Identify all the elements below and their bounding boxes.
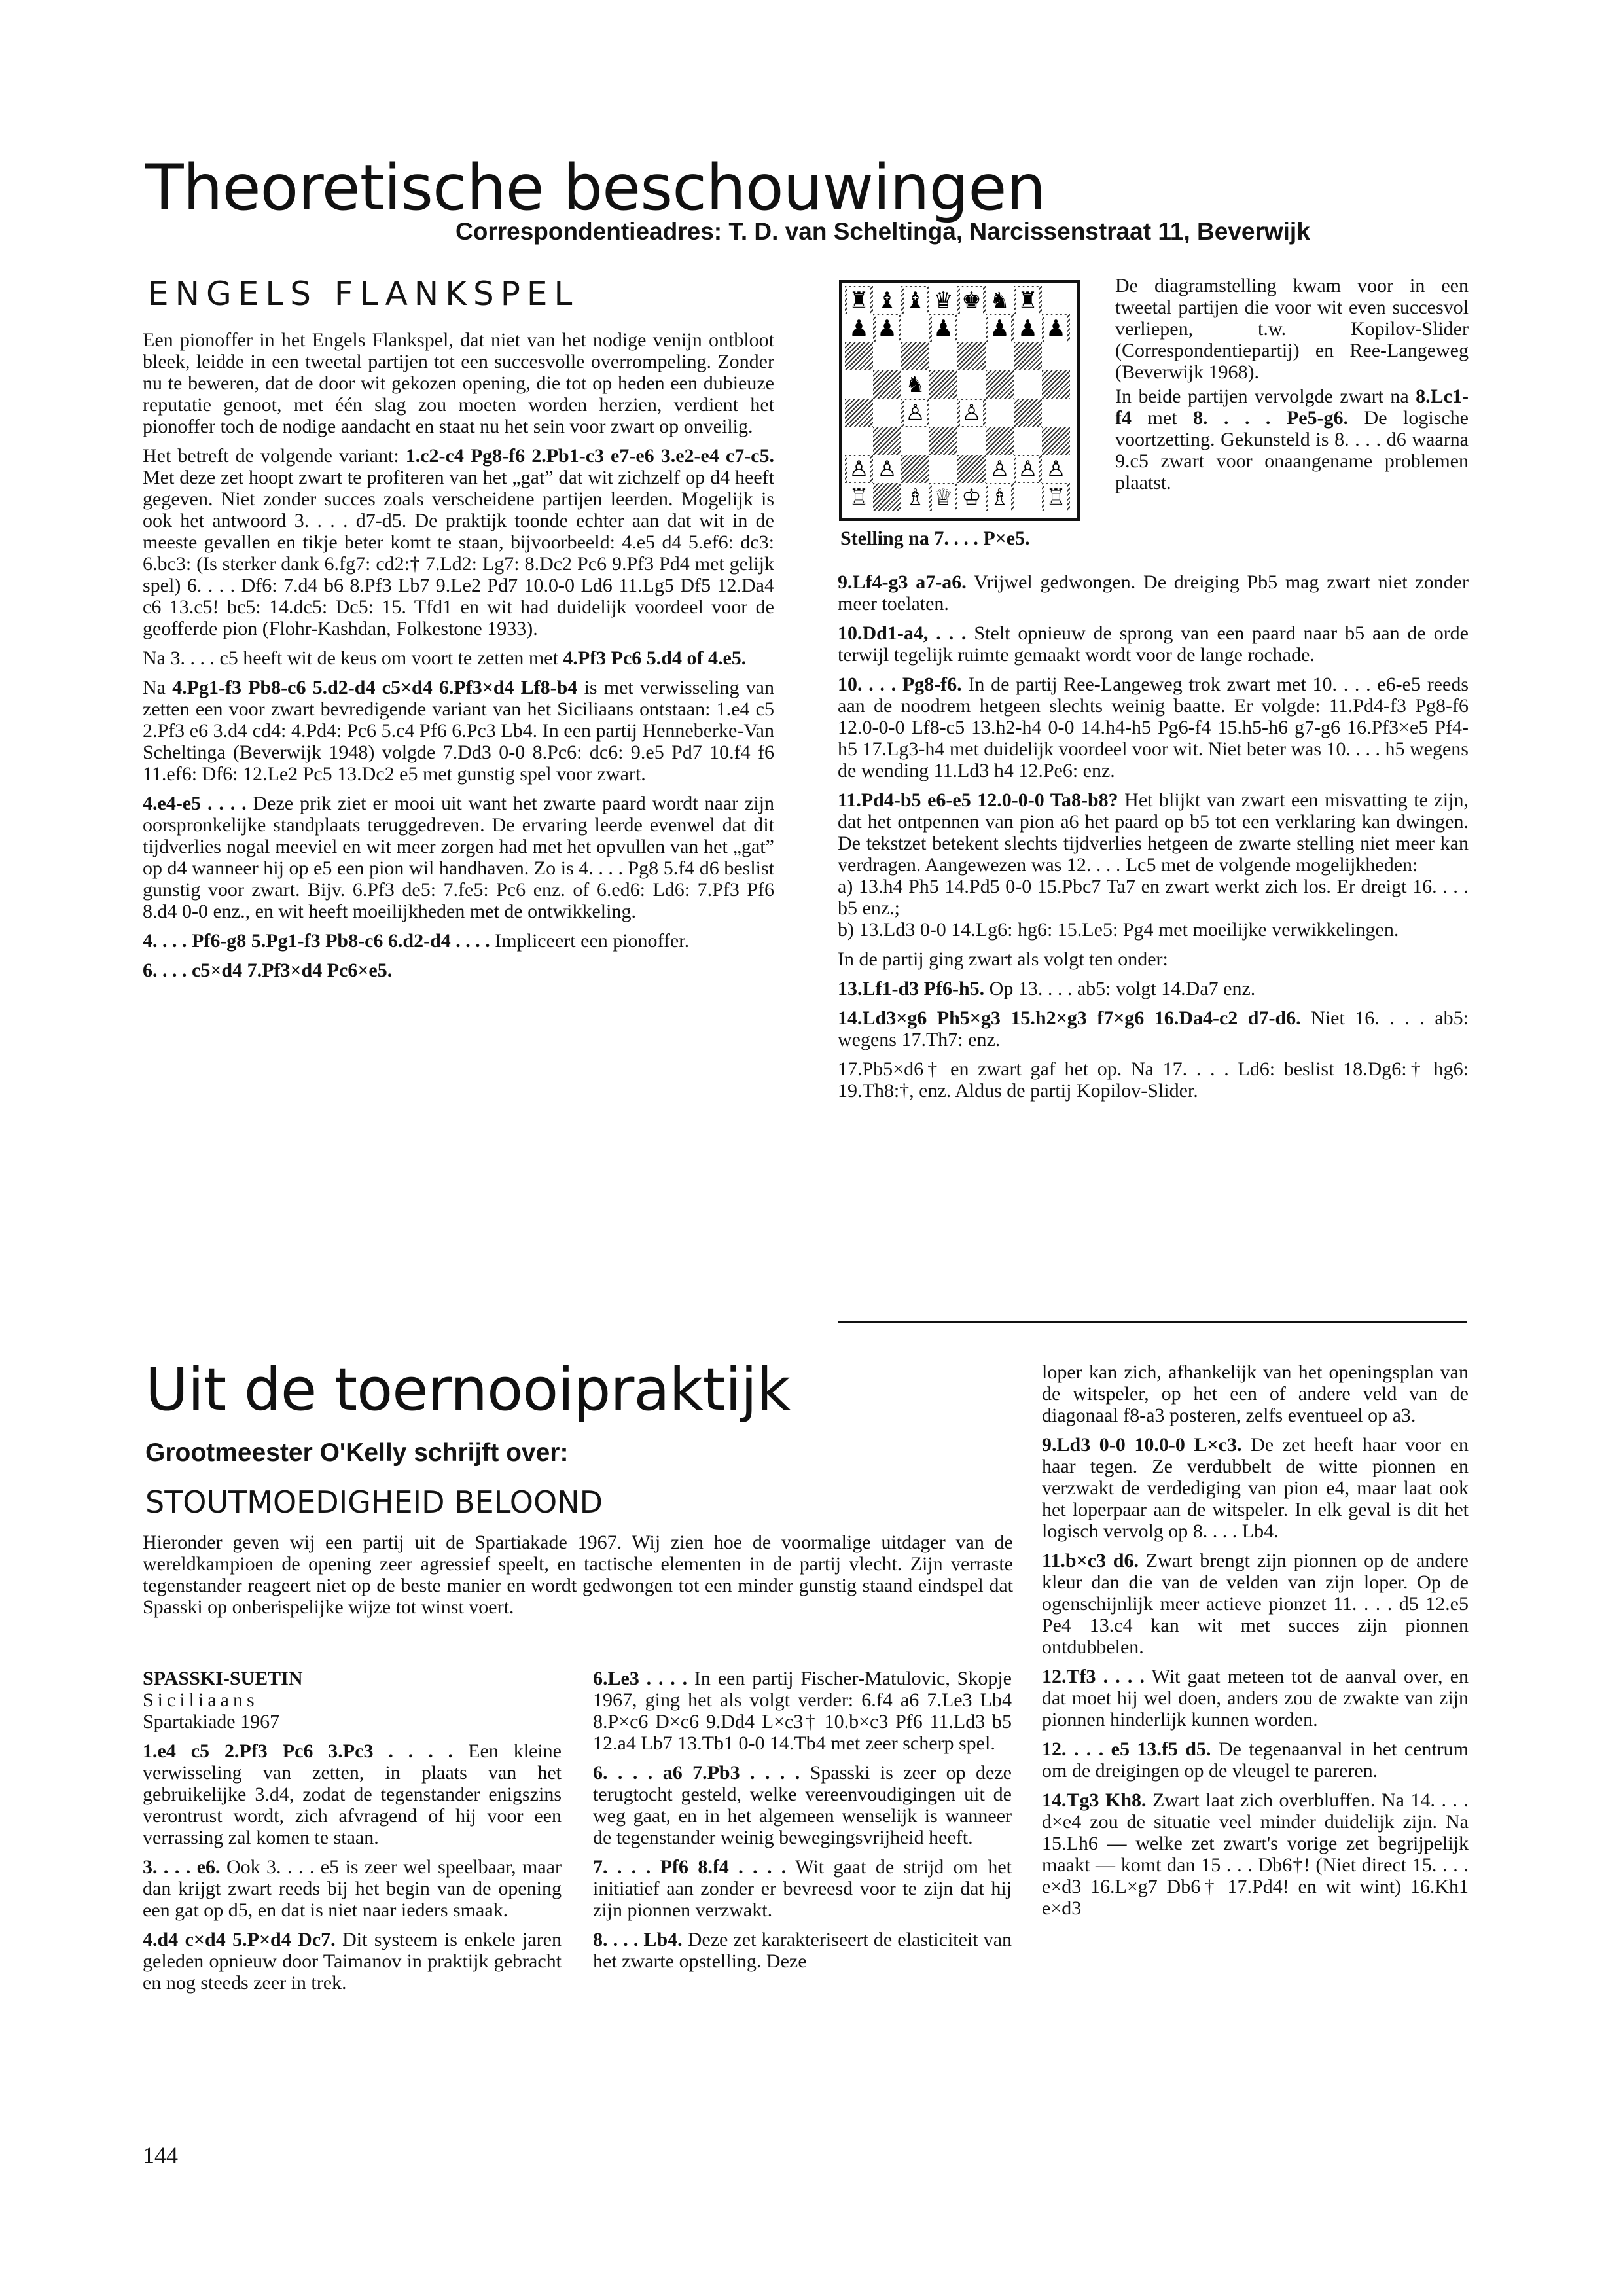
paragraph: De diagramstelling kwam voor in een tweetal partijen die voor wit even succesvol verliepen, t.w. Kopilov-Slider (Correspondentiepartij) en Ree-Langeweg (Beverwijk 1968). — [1115, 275, 1469, 383]
square-e3 — [957, 427, 986, 455]
paragraph: 8. . . . Lb4. Deze zet karakteriseert de elasticiteit van het zwarte opstelling. Deze — [593, 1929, 1012, 1972]
chess-piece-h1: ♖ — [1046, 484, 1066, 511]
square-f2 — [986, 455, 1014, 483]
paragraph: Het betreft de volgende variant: 1.c2-c4 Pg8-f6 2.Pb1-c3 e7-e6 3.e2-e4 c7-c5. Met deze zet hoopt zwart te profiteren van het „gat” dat wit zichzelf op d4 heeft gegeven. Niet zonder succes zoals verscheidene partijen leerden. Mogelijk is ook het antwoord 3. . . . d7-d5. De praktijk toonde echter aan dat wit in de meeste gevallen en tikje beter komt te staan, bijvoorbeeld: 4.e5 d4 5.ef6: dc3: 6.bc3: (Is sterker dank 6.fg7: cd2:† 7.Ld2: Lg7: 8.Dc2 Pc6 9.Pf3 Pd4 met gelijk spel) 6. . . . Df6: 7.d4 b6 8.Pf3 Lb7 9.Le2 Pd7 10.0-0 Ld6 11.Lg5 Df5 12.Da4 c6 13.c5! bc5: 14.dc5: Dc5: 15. Tfd1 en wit had duidelijk voordeel voor de geofferde pion (Flohr-Kashdan, Folkestone 1933). — [143, 445, 774, 639]
chess-piece-h2: ♙ — [1046, 456, 1066, 482]
square-f5 — [986, 370, 1014, 399]
square-b8 — [873, 286, 901, 314]
square-c4 — [901, 399, 929, 427]
paragraph: 10. . . . Pg8-f6. In de partij Ree-Langeweg trok zwart met 10. . . . e6-e5 reeds aan de noodrem hetgeen slechts weinig baatte. Er volgde: 11.Pd4-f3 Pg8-f6 12.0-0-0 Lf8-c5 13.h2-h4 0-0 14.h4-h5 Pg6-f4 15.h5-h6 g7-g6 16.Pf3×e5 Pf4-h5 17.Lg3-h4 met duidelijk voordeel voor wit. Niet beter was 10. . . . h5 wegens de wending 11.Ld3 h4 12.Pe6: enz. — [838, 673, 1469, 781]
diagram-side-text — [1115, 275, 1469, 501]
chess-piece-f1: ♗ — [990, 484, 1010, 511]
square-c3 — [901, 427, 929, 455]
article2-column-1 — [143, 1668, 562, 2001]
paragraph: 6. . . . a6 7.Pb3 . . . . Spasski is zeer op deze terugtocht gesteld, welke vereenvoudigingen uit de weg gaat, en in het algemeen wenselijk is wanneer de tegenstander weinig bewegingsvrijheid heeft. — [593, 1762, 1012, 1848]
square-a1 — [845, 483, 873, 511]
square-h7 — [1042, 314, 1070, 342]
paragraph: 11.b×c3 d6. Zwart brengt zijn pionnen op de andere kleur dan die van de velden van zijn loper. Op de ogenschijnlijk meer actieve pionzet 11. . . . d5 12.e5 Pe4 13.c4 kan wit met succes zijn pionnen ontdubbelen. — [1042, 1550, 1469, 1658]
square-d3 — [929, 427, 957, 455]
square-h6 — [1042, 342, 1070, 370]
chess-piece-c5: ♞ — [905, 371, 925, 398]
square-f7 — [986, 314, 1014, 342]
paragraph: 10.Dd1-a4, . . . Stelt opnieuw de sprong van een paard naar b5 aan de orde terwijl tegelijk ruimte gemaakt wordt voor de lange rochade. — [838, 622, 1469, 666]
square-b2 — [873, 455, 901, 483]
square-c2 — [901, 455, 929, 483]
square-h2 — [1042, 455, 1070, 483]
chess-piece-f8: ♞ — [990, 287, 1010, 314]
square-a6 — [845, 342, 873, 370]
square-c5 — [901, 370, 929, 399]
paragraph: 9.Ld3 0-0 10.0-0 L×c3. De zet heeft haar voor en haar tegen. Ze verdubbelt de witte pionnen en verzwakt de verdediging van pion e4, maar laat ook het loperpaar aan de witspeler. In elk geval is dit het logisch vervolg op 8. . . . Lb4. — [1042, 1434, 1469, 1542]
paragraph: In de partij ging zwart als volgt ten onder: — [838, 948, 1168, 970]
square-h5 — [1042, 370, 1070, 399]
game-opening: Siciliaans — [143, 1689, 259, 1711]
paragraph: 6.Le3 . . . . In een partij Fischer-Matulovic, Skopje 1967, ging het als volgt verder: 6.f4 a6 7.Le3 Lb4 8.P×c6 D×c6 9.Dd4 L×c3† 10.b×c3 Pf6 11.Ld3 b5 12.a4 Lb7 13.Tb1 0-0 14.Tb4 met zeer scherp spel. — [593, 1668, 1012, 1754]
square-d5 — [929, 370, 957, 399]
square-h4 — [1042, 399, 1070, 427]
square-g4 — [1014, 399, 1042, 427]
section-heading-engels-flankspel: ENGELS FLANKSPEL — [148, 275, 579, 313]
paragraph: 12.Tf3 . . . . Wit gaat meteen tot de aanval over, en dat moet hij wel doen, anders zou de zwakte van zijn pionnen hinderlijk kunnen worden. — [1042, 1666, 1469, 1731]
chess-piece-b2: ♙ — [877, 456, 897, 482]
paragraph: Hieronder geven wij een partij uit de Spartiakade 1967. Wij zien hoe de voormalige uitdager van de wereldkampioen de opening zeer agressief speelt, en tactische elementen in de partij vlecht. Zijn verraste tegenstander reageert niet op de beste manier en wordt gedwongen tot een minder gunstig staand eindspel dat Spasski op onberispelijke wijze tot winst voert. — [143, 1532, 1013, 1618]
chess-diagram — [839, 280, 1080, 521]
square-f8 — [986, 286, 1014, 314]
paragraph: 14.Ld3×g6 Ph5×g3 15.h2×g3 f7×g6 16.Da4-c2 d7-d6. Niet 16. . . . ab5: wegens 17.Th7: enz. — [838, 1007, 1469, 1050]
page-number: 144 — [143, 2142, 178, 2168]
paragraph: In beide partijen vervolgde zwart na 8.Lc1-f4 met 8. . . . Pe5-g6. De logische voortzetting. Gekunsteld is 8. . . . d6 waarna 9.c5 zwart voor onaangename problemen plaatst. — [1115, 386, 1469, 493]
square-a8 — [845, 286, 873, 314]
chess-piece-b8: ♝ — [877, 287, 897, 314]
paragraph: loper kan zich, afhankelijk van het openingsplan van de witspeler, op het een of andere veld van de diagonaal f8-a3 posteren, zelfs eventueel op a3. — [1042, 1361, 1469, 1426]
chess-piece-c1: ♗ — [905, 484, 925, 511]
square-g8 — [1014, 286, 1042, 314]
paragraph: 14.Tg3 Kh8. Zwart laat zich overbluffen. Na 14. . . . d×e4 zou de situatie veel minder duidelijk zijn. Na 15.Lh6 — welke zet zwart's vorige zet begrijpelijk maakt — komt dan 15 . . . Db6†! (Niet direct 15. . . . e×d3 16.L×g7 Db6† 17.Pd4! en wit wint) 16.Kh1 e×d3 — [1042, 1789, 1469, 1919]
square-e2 — [957, 455, 986, 483]
square-e8 — [957, 286, 986, 314]
paragraph: 13.Lf1-d3 Pf6-h5. Op 13. . . . ab5: volgt 14.Da7 enz. — [838, 978, 1256, 999]
section-divider — [838, 1321, 1467, 1323]
article2-intro — [143, 1532, 1013, 1626]
paragraph: 4.e4-e5 . . . . Deze prik ziet er mooi uit want het zwarte paard wordt naar zijn oorspronkelijke standplaats teruggedreven. De ervaring leerde evenwel dat dit tijdverlies nogal meeviel en wit meer zorgen had met het opvullen van het „gat” op d4 wanneer hij op e5 een pion wil handhaven. Zo is 4. . . . Pg8 5.f4 d6 beslist gunstig voor zwart. Bijv. 6.Pf3 de5: 7.fe5: Pc6 enz. of 6.ed6: Ld6: 7.Pf3 Pf6 8.d4 0-0 enz., en wit heeft moeilijkheden met de ontwikkeling. — [143, 793, 774, 922]
chess-piece-c8: ♝ — [905, 287, 925, 314]
square-a2 — [845, 455, 873, 483]
chess-piece-e4: ♙ — [961, 399, 982, 426]
square-b6 — [873, 342, 901, 370]
square-d6 — [929, 342, 957, 370]
paragraph: 1.e4 c5 2.Pf3 Pc6 3.Pc3 . . . . Een kleine verwisseling van zetten, in plaats van het gebruikelijke 3.d4, zodat de tegenstander enigszins verontrust wordt, zich afvragend of hij voor een verrassing zal komen te staan. — [143, 1740, 562, 1848]
paragraph: 11.Pd4-b5 e6-e5 12.0-0-0 Ta8-b8? Het blijkt van zwart een misvatting te zijn, dat het ontpennen van pion a6 het paard op b5 tot een verklaring kan dwingen. De tekstzet betekent slechts tijdverlies hetgeen de zwarte stelling niet meer kan verdragen. Aangewezen was 12. . . . Lc5 met de volgende mogelijkheden: a) 13.h4 Ph5 14.Pd5 0-0 15.Pbc7 Ta7 en zwart werkt zich los. Er dreigt 16. . . . b5 enz.; b) 13.Ld3 0-0 14.Lg6: hg6: 15.Le5: Pg4 met moeilijke verwikkelingen. — [838, 789, 1469, 941]
square-e6 — [957, 342, 986, 370]
chess-piece-e8: ♚ — [961, 287, 982, 314]
chess-piece-a7: ♟ — [849, 315, 869, 342]
chess-piece-g2: ♙ — [1018, 456, 1038, 482]
square-f4 — [986, 399, 1014, 427]
paragraph: 4. . . . Pf6-g8 5.Pg1-f3 Pb8-c6 6.d2-d4 . . . . Impliceert een pionoffer. — [143, 930, 690, 952]
square-d2 — [929, 455, 957, 483]
square-g3 — [1014, 427, 1042, 455]
paragraph: Na 3. . . . c5 heeft wit de keus om voort te zetten met 4.Pf3 Pc6 5.d4 of 4.e5. — [143, 647, 747, 669]
square-g1 — [1014, 483, 1042, 511]
square-d7 — [929, 314, 957, 342]
chess-piece-b7: ♟ — [877, 315, 897, 342]
article2-column-3 — [1042, 1361, 1469, 1927]
square-b4 — [873, 399, 901, 427]
square-c7 — [901, 314, 929, 342]
paragraph: 9.Lf4-g3 a7-a6. Vrijwel gedwongen. De dreiging Pb5 mag zwart niet zonder meer toelaten. — [838, 571, 1469, 615]
paragraph: 6. . . . c5×d4 7.Pf3×d4 Pc6×e5. — [143, 960, 393, 981]
paragraph: 7. . . . Pf6 8.f4 . . . . Wit gaat de strijd om het initiatief aan zonder er bevreesd voor te zijn dat hij zijn pionnen verzwakt. — [593, 1856, 1012, 1921]
correspondence-address: Correspondentieadres: T. D. van Scheltinga, Narcissenstraat 11, Beverwijk — [455, 218, 1310, 245]
square-a4 — [845, 399, 873, 427]
chess-piece-g8: ♜ — [1018, 287, 1038, 314]
chess-piece-c4: ♙ — [905, 399, 925, 426]
square-e4 — [957, 399, 986, 427]
square-g6 — [1014, 342, 1042, 370]
chess-board — [845, 286, 1070, 511]
square-a5 — [845, 370, 873, 399]
square-g5 — [1014, 370, 1042, 399]
square-h8 — [1042, 286, 1070, 314]
paragraph: 12. . . . e5 13.f5 d5. De tegenaanval in het centrum om de dreigingen op de vleugel te pareren. — [1042, 1738, 1469, 1782]
article-title: Theoretische beschouwingen — [145, 151, 1046, 224]
square-h3 — [1042, 427, 1070, 455]
square-e1 — [957, 483, 986, 511]
square-b3 — [873, 427, 901, 455]
article1-right-column — [838, 571, 1469, 1109]
article2-title: Uit de toernooipraktijk — [145, 1355, 791, 1424]
paragraph: Een pionoffer in het Engels Flankspel, dat niet van het nodige venijn ontbloot bleek, leidde in een tweetal partijen tot een succesvolle overrompeling. Zonder nu te beweren, dat de door wit gekozen opening, die tot op heden een dubieuze reputatie genoot, met één slag zou moeten worden herzien, verdient het pionoffer toch de nodige aandacht en staat nu het sein voor zwart op onveilig. — [143, 329, 774, 437]
square-a3 — [845, 427, 873, 455]
game-players: SPASSKI-SUETIN — [143, 1668, 303, 1689]
square-g7 — [1014, 314, 1042, 342]
square-c6 — [901, 342, 929, 370]
square-g2 — [1014, 455, 1042, 483]
chess-piece-a8: ♜ — [849, 287, 869, 314]
square-c8 — [901, 286, 929, 314]
chess-piece-f7: ♟ — [990, 315, 1010, 342]
article2-heading: STOUTMOEDIGHEID BELOOND — [145, 1484, 603, 1520]
square-f3 — [986, 427, 1014, 455]
square-d4 — [929, 399, 957, 427]
diagram-caption: Stelling na 7. . . . P×e5. — [840, 528, 1030, 549]
chess-piece-f2: ♙ — [990, 456, 1010, 482]
game-event: Spartakiade 1967 — [143, 1711, 280, 1732]
article2-subtitle: Grootmeester O'Kelly schrijft over: — [145, 1439, 569, 1467]
square-h1 — [1042, 483, 1070, 511]
square-d8 — [929, 286, 957, 314]
chess-piece-e1: ♔ — [961, 484, 982, 511]
paragraph: Na 4.Pg1-f3 Pb8-c6 5.d2-d4 c5×d4 6.Pf3×d4 Lf8-b4 is met verwisseling van zetten een voor zwart bevredigende variant van het Siciliaans ontstaan: 1.e4 c5 2.Pf3 e6 3.d4 cd4: 4.Pd4: Pc6 5.c4 Pf6 6.Pc3 Lb4. In een partij Henneberke-Van Scheltinga (Beverwijk 1948) volgde 7.Dd3 0-0 8.Pc6: dc6: 9.e5 Pd7 10.f4 f6 11.ef6: Df6: 12.Le2 Pc5 13.Dc2 e5 met gunstig spel voor zwart. — [143, 677, 774, 785]
square-c1 — [901, 483, 929, 511]
square-b7 — [873, 314, 901, 342]
chess-piece-d7: ♟ — [933, 315, 954, 342]
square-b5 — [873, 370, 901, 399]
square-e7 — [957, 314, 986, 342]
chess-piece-a2: ♙ — [849, 456, 869, 482]
paragraph: 4.d4 c×d4 5.P×d4 Dc7. Dit systeem is enkele jaren geleden opnieuw door Taimanov in praktijk gebracht en nog steeds zeer in trek. — [143, 1929, 562, 1994]
square-b1 — [873, 483, 901, 511]
paragraph: 17.Pb5×d6† en zwart gaf het op. Na 17. . . . Ld6: beslist 18.Dg6:† hg6: 19.Th8:†, enz. Aldus de partij Kopilov-Slider. — [838, 1058, 1469, 1102]
square-d1 — [929, 483, 957, 511]
square-a7 — [845, 314, 873, 342]
square-f6 — [986, 342, 1014, 370]
square-e5 — [957, 370, 986, 399]
article1-left-column — [143, 329, 774, 989]
chess-piece-a1: ♖ — [849, 484, 869, 511]
chess-piece-g7: ♟ — [1018, 315, 1038, 342]
chess-piece-h7: ♟ — [1046, 315, 1066, 342]
article2-column-2 — [593, 1668, 1012, 1980]
square-f1 — [986, 483, 1014, 511]
paragraph: 3. . . . e6. Ook 3. . . . e5 is zeer wel speelbaar, maar dan krijgt zwart reeds bij het begin van de opening een gat op d5, en dat is niet naar ieders smaak. — [143, 1856, 562, 1921]
chess-piece-d1: ♕ — [933, 484, 954, 511]
chess-piece-d8: ♛ — [933, 287, 954, 314]
